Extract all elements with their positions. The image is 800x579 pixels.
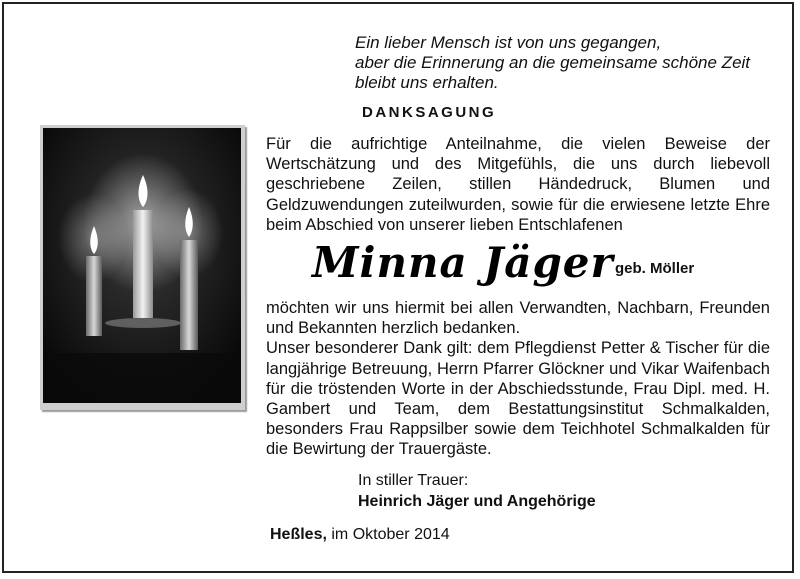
- candle-left: [86, 256, 102, 336]
- deceased-name: Minna Jäger: [312, 238, 614, 287]
- heading-danksagung: DANKSAGUNG: [362, 104, 497, 121]
- motto-line-2: aber die Erinnerung an die gemeinsame schöne Zeit: [355, 53, 751, 72]
- mourning-signatories: Heinrich Jäger und Angehörige: [358, 493, 596, 510]
- candle-right: [180, 240, 198, 350]
- candles-photo: [40, 125, 245, 410]
- candle-base: [105, 318, 181, 328]
- place-date-text: im Oktober 2014: [331, 526, 450, 543]
- motto-verse: [355, 33, 775, 93]
- mourning-block: [358, 470, 596, 512]
- thanks-paragraph-3: Unser besonderer Dank gilt: dem Pflegdienst Petter & Tischer für die langjährige Betreuung, Herrn Pfarrer Glöckner und Vikar Waifenbach für die tröstenden Worte in der Abschiedsstunde, Frau Dipl. med. H. Gambert und Team, dem Bestattungsinstitut Schmalkalden, besonders Frau Rappsilber sowie dem Teichhotel Schmalkalden für die Bewirtung der Trauergäste.: [266, 339, 770, 459]
- deceased-birth-name: geb. Möller: [615, 260, 695, 277]
- motto-line-3: bleibt uns erhalten.: [355, 73, 499, 92]
- place-town: Heßles,: [270, 526, 327, 543]
- candles-image: [43, 128, 241, 403]
- thanks-paragraph-1: Für die aufrichtige Anteilnahme, die vielen Beweise der Wertschätzung und des Mitgefühls, die uns durch liebevoll geschriebene Zeilen, stillen Händedruck, Blumen und Geldzuwendungen zuteilwurden, sowie für die erwiesene letzte Ehre beim Abschied von unserer lieben Entschlafenen: [266, 135, 770, 234]
- thanks-paragraph-2: möchten wir uns hiermit bei allen Verwandten, Nachbarn, Freunden und Bekannten herzlich bedanken.: [266, 299, 770, 338]
- thanks-body: [266, 298, 770, 460]
- motto-line-1: Ein lieber Mensch ist von uns gegangen,: [355, 33, 662, 52]
- candle-center: [133, 210, 153, 318]
- mourning-intro: In stiller Trauer:: [358, 472, 469, 489]
- photo-foreground: [43, 353, 241, 403]
- place-date: [270, 526, 450, 544]
